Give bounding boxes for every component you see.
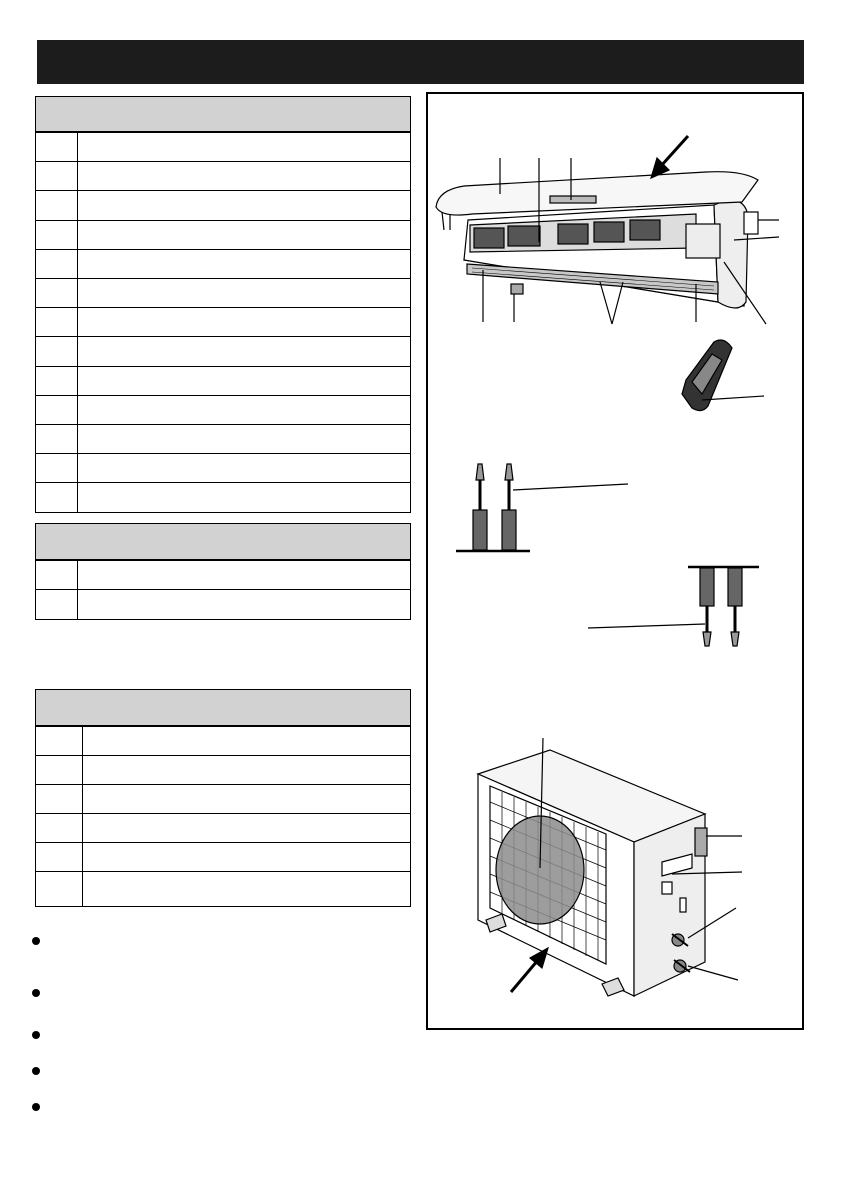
table-row	[36, 221, 410, 250]
row-number	[36, 756, 83, 784]
row-text	[78, 133, 410, 161]
table-row	[36, 279, 410, 308]
table-row	[36, 308, 410, 337]
note-item	[28, 1024, 408, 1060]
indoor-unit-parts-table	[35, 96, 411, 513]
table-row	[36, 756, 410, 785]
row-number	[36, 250, 78, 278]
row-text	[83, 756, 410, 784]
outdoor-unit-parts-table	[35, 689, 411, 907]
table-row	[36, 367, 410, 396]
table-row	[36, 454, 410, 483]
row-text	[78, 162, 410, 190]
table-row	[36, 396, 410, 425]
bullet-icon	[32, 1067, 40, 1075]
table-row	[36, 843, 410, 872]
handle-cover	[695, 828, 707, 856]
bullet-icon	[32, 1103, 40, 1111]
row-number	[36, 308, 78, 336]
row-text	[78, 221, 410, 249]
note-item	[28, 982, 408, 1024]
row-text	[83, 814, 410, 842]
row-text	[78, 483, 410, 512]
illustration-panel	[426, 92, 804, 1030]
row-number	[36, 872, 83, 906]
row-number	[36, 785, 83, 813]
table-row	[36, 872, 410, 906]
table-row	[36, 785, 410, 814]
row-text	[78, 279, 410, 307]
row-text	[78, 425, 410, 453]
table-heading	[36, 524, 410, 561]
table-row	[36, 337, 410, 366]
row-number	[36, 483, 78, 512]
table-row	[36, 727, 410, 756]
table-row	[36, 425, 410, 454]
row-number	[36, 727, 83, 755]
indoor-unit	[436, 172, 758, 308]
notes-list	[28, 930, 408, 1132]
row-number	[36, 561, 78, 589]
outdoor-unit	[478, 750, 707, 996]
row-text	[78, 561, 410, 589]
pipe-parts-table	[35, 523, 411, 620]
row-number	[36, 454, 78, 482]
row-number	[36, 843, 83, 871]
row-number	[36, 133, 78, 161]
row-number	[36, 337, 78, 365]
note-item	[28, 1060, 408, 1096]
table-row	[36, 191, 410, 220]
row-number	[36, 367, 78, 395]
row-number	[36, 221, 78, 249]
connecting-pipes	[688, 567, 759, 646]
row-text	[78, 590, 410, 619]
row-text	[78, 337, 410, 365]
row-number	[36, 814, 83, 842]
row-number	[36, 590, 78, 619]
row-number	[36, 162, 78, 190]
table-row	[36, 133, 410, 162]
row-text	[78, 191, 410, 219]
table-heading	[36, 690, 410, 727]
note-item	[28, 930, 408, 982]
row-text	[83, 727, 410, 755]
air-conditioner-illustration	[428, 94, 802, 1028]
row-text	[83, 843, 410, 871]
row-number	[36, 279, 78, 307]
note-item	[28, 1096, 408, 1132]
row-number	[36, 425, 78, 453]
connecting-pipes	[456, 464, 530, 551]
row-text	[78, 396, 410, 424]
row-number	[36, 396, 78, 424]
row-number	[36, 191, 78, 219]
table-row	[36, 590, 410, 619]
table-row	[36, 483, 410, 512]
bullet-icon	[32, 937, 40, 945]
table-heading	[36, 97, 410, 133]
table-row	[36, 162, 410, 191]
table-row	[36, 814, 410, 843]
row-text	[78, 367, 410, 395]
row-text	[83, 785, 410, 813]
table-row	[36, 250, 410, 279]
row-text	[78, 454, 410, 482]
display-panel	[550, 196, 596, 203]
bullet-icon	[32, 1031, 40, 1039]
bullet-icon	[32, 989, 40, 997]
table-row	[36, 561, 410, 590]
row-text	[78, 250, 410, 278]
page-title-bar	[37, 40, 804, 84]
row-text	[83, 872, 410, 906]
row-text	[78, 308, 410, 336]
